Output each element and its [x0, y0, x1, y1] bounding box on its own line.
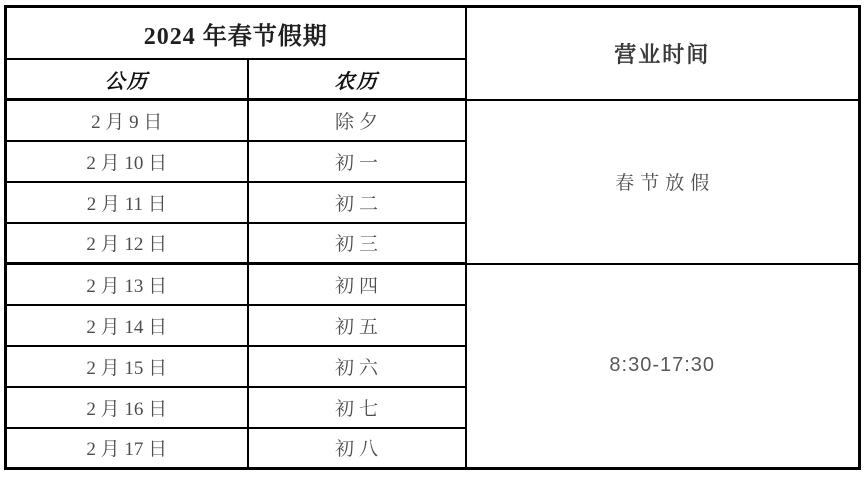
lunar-date: 除夕 [248, 100, 466, 141]
table-row [6, 264, 860, 305]
lunar-date: 初五 [248, 305, 466, 346]
lunar-date: 初二 [248, 182, 466, 223]
table-title-row [6, 7, 860, 60]
business-hours-column-header: 营业时间 [466, 7, 860, 100]
lunar-date: 初六 [248, 346, 466, 387]
lunar-date: 初八 [248, 428, 466, 469]
lunar-calendar-column-header: 农历 [248, 59, 466, 100]
business-hours-cell: 8:30-17:30 [466, 264, 860, 469]
table-row [6, 100, 860, 141]
table-title: 2024 年春节假期 [6, 7, 466, 60]
holiday-hours-table [4, 5, 861, 470]
solar-calendar-column-header: 公历 [6, 59, 248, 100]
solar-date: 2 月 13 日 [6, 264, 248, 305]
solar-date: 2 月 14 日 [6, 305, 248, 346]
holiday-closed-cell: 春节放假 [466, 100, 860, 264]
solar-date: 2 月 17 日 [6, 428, 248, 469]
lunar-date: 初七 [248, 387, 466, 428]
lunar-date: 初四 [248, 264, 466, 305]
solar-date: 2 月 10 日 [6, 141, 248, 182]
solar-date: 2 月 12 日 [6, 223, 248, 264]
lunar-date: 初三 [248, 223, 466, 264]
solar-date: 2 月 16 日 [6, 387, 248, 428]
solar-date: 2 月 9 日 [6, 100, 248, 141]
lunar-date: 初一 [248, 141, 466, 182]
solar-date: 2 月 15 日 [6, 346, 248, 387]
solar-date: 2 月 11 日 [6, 182, 248, 223]
